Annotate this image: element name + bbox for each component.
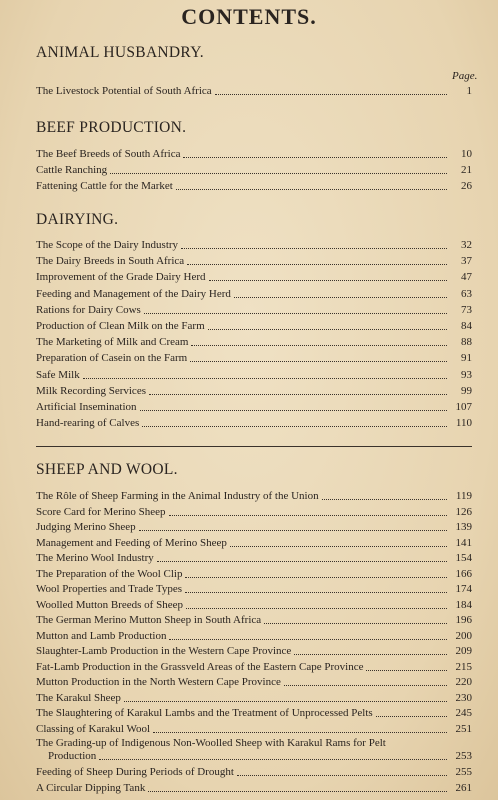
leader-dots (230, 545, 447, 547)
toc-entry[interactable] (36, 163, 472, 177)
section-heading-dairying: DAIRYING. (36, 211, 119, 228)
leader-dots (181, 247, 447, 249)
toc-entry-title: Mutton and Lamb Production (36, 629, 167, 642)
toc-entry-page: 63 (461, 287, 472, 300)
toc-entry-title: Mutton Production in the North Western Cape Province (36, 676, 281, 688)
toc-entry[interactable] (36, 368, 472, 382)
toc-entry[interactable] (36, 84, 472, 98)
toc-entry[interactable] (36, 551, 472, 565)
toc-entry[interactable] (36, 238, 472, 252)
toc-entry[interactable] (36, 781, 472, 795)
toc-entry[interactable] (36, 335, 472, 349)
toc-entry-title: Management and Feeding of Merino Sheep (36, 536, 227, 549)
toc-entry-title: Production of Clean Milk on the Farm (36, 320, 205, 332)
toc-entry-page: 261 (455, 781, 472, 794)
toc-entry-page: 47 (461, 271, 472, 284)
section-heading-animal-husbandry: ANIMAL HUSBANDRY. (36, 44, 204, 61)
toc-entry[interactable] (36, 582, 472, 596)
section-heading-beef-production: BEEF PRODUCTION. (36, 119, 187, 136)
toc-entry-page: 174 (455, 583, 472, 595)
toc-entry-title: Improvement of the Grade Dairy Herd (36, 271, 206, 284)
toc-entry[interactable] (36, 416, 472, 430)
toc-entry[interactable] (36, 644, 472, 658)
leader-dots (83, 377, 447, 379)
toc-entry-page: 166 (455, 567, 472, 580)
toc-entry[interactable] (36, 254, 472, 268)
toc-entry-title: Slaughter-Lamb Production in the Western Cape Province (36, 645, 292, 657)
toc-entry[interactable] (36, 351, 472, 365)
toc-entry-title: The German Merino Mutton Sheep in South Africa (36, 614, 262, 626)
toc-entry[interactable] (36, 179, 472, 193)
toc-entry-page: 245 (455, 707, 472, 719)
toc-entry-page: 230 (455, 691, 472, 704)
leader-dots (185, 591, 447, 593)
toc-entry-title: The Slaughtering of Karakul Lambs and the Treatment of Unprocessed Pelts (36, 707, 373, 719)
toc-entry-page: 220 (455, 676, 472, 688)
toc-entry-title: Safe Milk (36, 368, 80, 381)
toc-entry[interactable] (36, 505, 472, 519)
toc-entry[interactable] (36, 613, 472, 627)
toc-entry-page: 126 (455, 505, 472, 518)
toc-entry-title: A Circular Dipping Tank (36, 781, 146, 794)
toc-entry-title: The Dairy Breeds in South Africa (36, 255, 185, 268)
toc-entry-title: Artificial Insemination (36, 401, 137, 413)
leader-dots (124, 700, 447, 702)
toc-entry[interactable] (36, 567, 472, 581)
toc-entry-title: Classing of Karakul Wool (36, 722, 151, 735)
toc-entry-page: 110 (455, 417, 472, 430)
toc-entry-page: 73 (461, 303, 472, 316)
toc-entry-title: Judging Merino Sheep (36, 521, 136, 533)
leader-dots (234, 296, 447, 298)
toc-entry-title: The Preparation of the Wool Clip (36, 567, 183, 580)
leader-dots (169, 638, 447, 640)
toc-entry-page: 251 (455, 722, 472, 735)
toc-entry-title: Feeding and Management of the Dairy Herd (36, 287, 231, 300)
leader-dots (142, 425, 447, 427)
leader-dots (186, 607, 447, 609)
section-heading-sheep-and-wool: SHEEP AND WOOL. (36, 461, 178, 478)
toc-entry[interactable] (36, 400, 472, 414)
toc-entry-page: 1 (466, 85, 472, 97)
toc-entry-title: The Beef Breeds of South Africa (36, 148, 181, 160)
leader-dots (322, 498, 447, 500)
toc-entry[interactable] (36, 303, 472, 317)
toc-entry-title-line2: Production (48, 750, 97, 762)
leader-dots (153, 731, 447, 733)
toc-entry-title: Wool Properties and Trade Types (36, 583, 183, 595)
toc-entry-page: 184 (455, 598, 472, 611)
toc-entry-page: 253 (455, 750, 472, 762)
leader-dots (366, 669, 447, 671)
toc-entry[interactable] (36, 520, 472, 534)
toc-entry-page: 93 (461, 368, 472, 381)
toc-entry-title: The Rôle of Sheep Farming in the Animal Industry of the Union (36, 490, 319, 502)
leader-dots (190, 360, 447, 362)
toc-entry-title: Fattening Cattle for the Market (36, 180, 173, 192)
toc-entry-title: The Livestock Potential of South Africa (36, 85, 212, 97)
toc-entry-title-line1: The Grading-up of Indigenous Non-Woolled Sheep with Karakul Rams for Pelt (36, 737, 386, 749)
leader-dots (376, 715, 447, 717)
toc-entry-page: 200 (455, 629, 472, 642)
toc-entry-page: 84 (461, 320, 472, 332)
leader-dots (284, 684, 447, 686)
page-column-label: Page. (452, 70, 478, 82)
leader-dots (191, 344, 447, 346)
leader-dots (139, 529, 447, 531)
leader-dots (185, 576, 447, 578)
toc-entry-page: 255 (455, 766, 472, 778)
page-title: CONTENTS. (181, 4, 317, 29)
toc-entry[interactable] (36, 287, 472, 301)
toc-entry-page: 37 (461, 255, 472, 268)
toc-entry[interactable] (36, 706, 472, 720)
leader-dots (148, 790, 447, 792)
toc-entry-title: Feeding of Sheep During Periods of Drought (36, 766, 234, 778)
toc-entry-page: 209 (455, 645, 472, 657)
leader-dots (294, 653, 447, 655)
toc-entry-page: 26 (461, 180, 472, 192)
toc-entry[interactable] (36, 489, 472, 503)
toc-entry-title: Cattle Ranching (36, 164, 108, 176)
toc-entry-page: 88 (461, 336, 472, 349)
toc-entry-title: Rations for Dairy Cows (36, 303, 141, 316)
toc-entry-title: The Merino Wool Industry (36, 552, 154, 564)
leader-dots (149, 393, 447, 395)
toc-entry-title: The Scope of the Dairy Industry (36, 239, 179, 251)
toc-entry-page: 107 (455, 401, 472, 413)
toc-entry[interactable] (36, 629, 472, 643)
toc-entry-page: 10 (461, 148, 472, 160)
leader-dots (237, 774, 447, 776)
toc-entry-page: 141 (455, 536, 472, 549)
toc-entry-title: Woolled Mutton Breeds of Sheep (36, 598, 183, 611)
toc-entry[interactable] (36, 384, 472, 398)
toc-entry[interactable] (36, 319, 472, 333)
toc-entry[interactable] (36, 147, 472, 161)
toc-entry-title: Preparation of Casein on the Farm (36, 352, 188, 365)
toc-entry-page: 139 (455, 521, 472, 533)
toc-entry[interactable] (36, 598, 472, 612)
toc-entry-title: Milk Recording Services (36, 384, 146, 397)
toc-entry-page: 196 (455, 614, 472, 626)
toc-entry[interactable] (36, 675, 472, 689)
leader-dots (187, 263, 447, 265)
toc-entry-page: 215 (455, 660, 472, 673)
leader-dots (176, 188, 447, 190)
toc-entry[interactable] (36, 737, 472, 763)
toc-entry-page: 91 (461, 352, 472, 365)
leader-dots (209, 279, 447, 281)
toc-entry-page: 99 (461, 384, 472, 397)
toc-entry-title: Fat-Lamb Production in the Grassveld Areas of the Eastern Cape Province (36, 660, 364, 673)
leader-dots (169, 514, 447, 516)
leader-dots (144, 312, 447, 314)
toc-entry-page: 119 (455, 490, 472, 502)
toc-entry[interactable] (36, 691, 472, 705)
leader-dots (215, 93, 447, 95)
leader-dots (157, 560, 447, 562)
toc-entry-page: 32 (461, 239, 472, 251)
divider (36, 446, 472, 447)
leader-dots (99, 759, 447, 760)
toc-entry[interactable] (36, 270, 472, 284)
toc-entry[interactable] (36, 536, 472, 550)
toc-entry[interactable] (36, 722, 472, 736)
toc-entry-title: Hand-rearing of Calves (36, 417, 140, 430)
toc-entry-title: The Marketing of Milk and Cream (36, 336, 189, 349)
toc-entry[interactable] (36, 765, 472, 779)
leader-dots (183, 156, 447, 158)
toc-entry-page: 154 (455, 552, 472, 564)
leader-dots (110, 172, 447, 174)
toc-entry-title: Score Card for Merino Sheep (36, 505, 166, 518)
toc-entry[interactable] (36, 660, 472, 674)
leader-dots (264, 622, 447, 624)
leader-dots (140, 409, 448, 411)
toc-entry-title: The Karakul Sheep (36, 691, 121, 704)
toc-entry-page: 21 (461, 164, 472, 176)
leader-dots (208, 328, 447, 330)
